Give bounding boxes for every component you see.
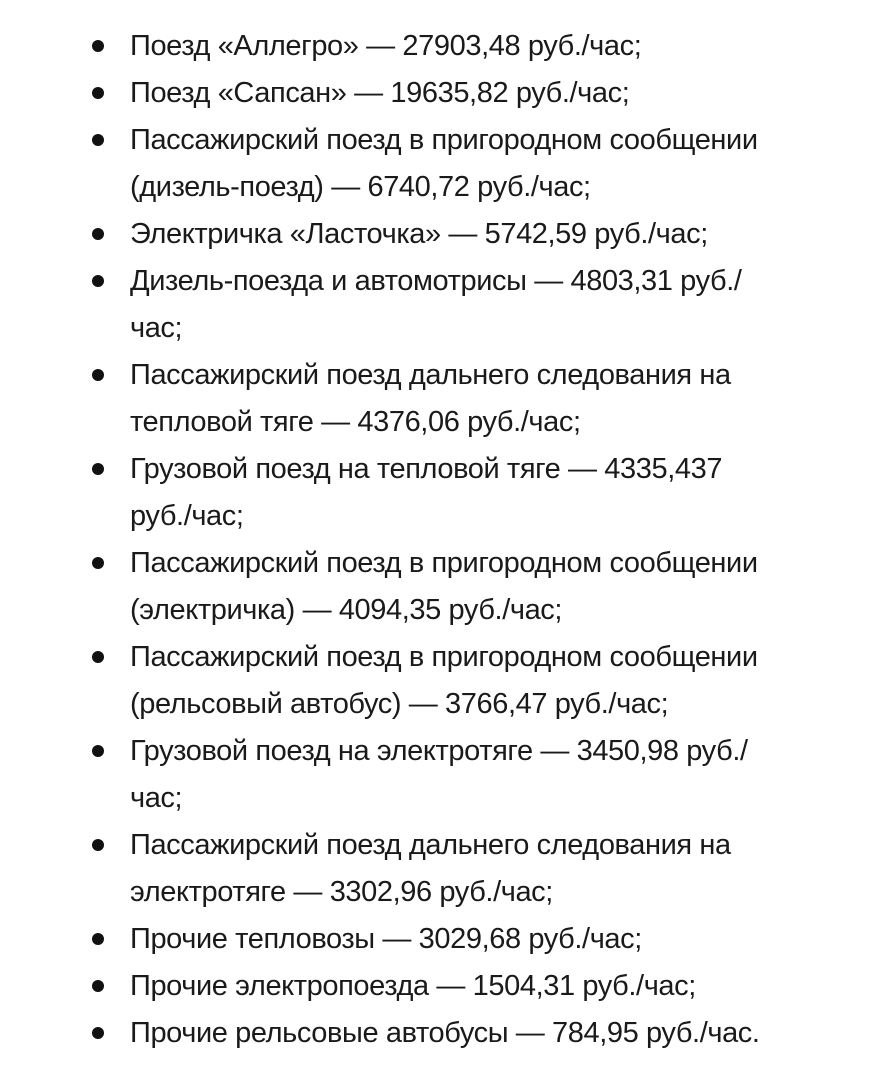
list-item-text [130,540,849,634]
list-item-line: Пассажирский поезд в пригородном сообщении [130,547,758,579]
list-item-line: (электричка) — 4094,35 руб./час; [130,594,563,626]
list-item-text [130,117,849,211]
list-item-line: Поезд «Сапсан» — 19635,82 руб./час; [130,77,630,109]
train-cost-list [92,23,849,1057]
list-item-text [130,634,849,728]
list-item-line: Пассажирский поезд в пригородном сообщении [130,124,758,156]
bullet-icon [92,933,104,945]
list-item-line: Пассажирский поезд дальнего следования на [130,359,731,391]
list-item [92,446,849,540]
bullet-icon [92,87,104,99]
bullet-icon [92,651,104,663]
list-item-text [130,916,849,963]
bullet-icon [92,980,104,992]
bullet-icon [92,745,104,757]
bullet-icon [92,228,104,240]
list-item-line: Электричка «Ласточка» — 5742,59 руб./час; [130,218,708,250]
list-item [92,23,849,70]
list-item-line: (рельсовый автобус) — 3766,47 руб./час; [130,688,669,720]
list-item-line: тепловой тяге — 4376,06 руб./час; [130,406,581,438]
list-item-line: электротяге — 3302,96 руб./час; [130,876,553,908]
list-item-line: Прочие электропоезда — 1504,31 руб./час; [130,970,696,1002]
list-item [92,822,849,916]
list-item-text [130,352,849,446]
list-item-line: Прочие рельсовые автобусы — 784,95 руб./час. [130,1017,760,1049]
list-item-text [130,211,849,258]
list-item-line: час; [130,782,183,814]
list-item [92,117,849,211]
list-item [92,1010,849,1057]
list-item [92,963,849,1010]
list-item-line: руб./час; [130,500,244,532]
bullet-icon [92,369,104,381]
list-item-line: Грузовой поезд на тепловой тяге — 4335,437 [130,453,723,485]
list-item-line: час; [130,312,183,344]
list-item-line: Прочие тепловозы — 3029,68 руб./час; [130,923,642,955]
list-item-text [130,258,849,352]
list-item-line: Грузовой поезд на электротяге — 3450,98 руб./ [130,735,748,767]
list-item-text [130,963,849,1010]
list-item-text [130,1010,849,1057]
list-item-line: Пассажирский поезд в пригородном сообщении [130,641,758,673]
list-item-text [130,822,849,916]
list-item [92,540,849,634]
list-item [92,634,849,728]
list-item-line: Поезд «Аллегро» — 27903,48 руб./час; [130,30,642,62]
list-item-line: Пассажирский поезд дальнего следования на [130,829,731,861]
list-item-text [130,728,849,822]
bullet-icon [92,557,104,569]
list-item [92,211,849,258]
bullet-icon [92,134,104,146]
list-item-line: (дизель-поезд) — 6740,72 руб./час; [130,171,591,203]
list-item [92,258,849,352]
list-item [92,916,849,963]
bullet-icon [92,463,104,475]
list-item [92,728,849,822]
bullet-icon [92,40,104,52]
list-item-text [130,70,849,117]
bullet-icon [92,839,104,851]
list-item-text [130,23,849,70]
bullet-icon [92,1027,104,1039]
bullet-icon [92,275,104,287]
list-item-text [130,446,849,540]
list-item-line: Дизель-поезда и автомотрисы — 4803,31 руб./ [130,265,742,297]
list-item [92,352,849,446]
list-item [92,70,849,117]
